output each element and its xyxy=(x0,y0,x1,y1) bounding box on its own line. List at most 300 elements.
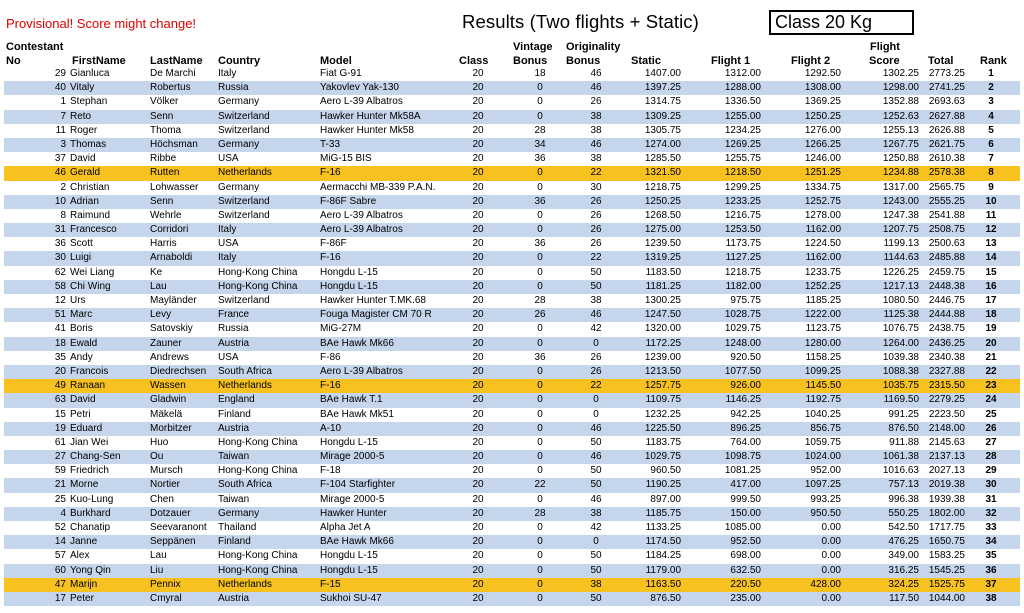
cell-vintage: 34 xyxy=(534,138,546,150)
table-row xyxy=(4,237,1020,251)
cell-static: 1109.75 xyxy=(645,394,681,406)
cell-total: 2565.75 xyxy=(928,181,965,193)
cell-total: 2773.25 xyxy=(928,68,965,79)
cell-last: Senn xyxy=(150,110,174,122)
cell-orig: 46 xyxy=(590,82,602,94)
header-vintage: Vintage xyxy=(513,41,553,53)
cell-rank: 27 xyxy=(985,436,997,448)
cell-first: David xyxy=(70,153,96,165)
cell-first: Chang-Sen xyxy=(70,451,121,463)
table-row xyxy=(4,195,1020,209)
cell-flight1: 952.50 xyxy=(730,536,761,548)
cell-no: 58 xyxy=(54,280,66,292)
cell-model: F-15 xyxy=(320,578,341,590)
cell-no: 27 xyxy=(54,451,66,463)
cell-no: 61 xyxy=(54,436,66,448)
cell-last: Höchsman xyxy=(150,138,198,150)
cell-orig: 50 xyxy=(590,592,602,604)
cell-static: 1029.75 xyxy=(644,451,681,463)
cell-class: 20 xyxy=(472,365,484,377)
cell-flight2: 1162.00 xyxy=(805,252,841,264)
cell-fscore: 1199.13 xyxy=(883,238,919,250)
cell-country: Taiwan xyxy=(218,451,250,463)
cell-flight2: 1233.75 xyxy=(804,266,841,278)
cell-flight2: 0.00 xyxy=(821,522,841,533)
cell-model: Mirage 2000-5 xyxy=(320,493,385,505)
cell-country: Russia xyxy=(218,82,249,94)
cell-class: 20 xyxy=(472,280,484,292)
cell-fscore: 1125.38 xyxy=(883,309,919,321)
cell-last: Cmyral xyxy=(150,592,182,604)
cell-first: Janne xyxy=(70,536,98,548)
cell-flight1: 1127.25 xyxy=(725,252,761,264)
cell-vintage: 26 xyxy=(534,309,546,321)
cell-no: 11 xyxy=(55,124,66,136)
cell-orig: 26 xyxy=(590,351,602,363)
cell-no: 4 xyxy=(60,507,66,519)
cell-static: 1239.00 xyxy=(644,351,681,363)
cell-fscore: 324.25 xyxy=(888,578,919,590)
cell-country: Austria xyxy=(218,422,250,434)
cell-orig: 0 xyxy=(593,408,599,420)
cell-model: Hongdu L-15 xyxy=(320,280,378,292)
cell-flight2: 1369.25 xyxy=(804,96,841,108)
cell-orig: 50 xyxy=(590,436,602,448)
cell-last: Diedrechsen xyxy=(150,365,207,377)
cell-flight1: 1182.00 xyxy=(725,280,761,292)
cell-flight1: 417.00 xyxy=(730,479,761,491)
cell-total: 2555.25 xyxy=(928,195,965,207)
cell-flight1: 1248.00 xyxy=(724,337,761,349)
cell-flight1: 1234.25 xyxy=(724,124,761,136)
cell-static: 876.50 xyxy=(650,592,681,604)
cell-fscore: 1317.00 xyxy=(882,181,919,193)
cell-no: 52 xyxy=(54,522,66,533)
cell-total: 1583.25 xyxy=(928,550,965,562)
cell-model: Hawker Hunter Mk58 xyxy=(320,124,414,136)
cell-orig: 22 xyxy=(590,380,602,392)
cell-fscore: 349.00 xyxy=(888,550,919,562)
cell-vintage: 0 xyxy=(537,380,543,392)
cell-last: Wassen xyxy=(150,380,186,392)
cell-class: 20 xyxy=(472,295,484,306)
cell-first: Friedrich xyxy=(70,465,109,477)
table-row xyxy=(4,365,1020,379)
cell-rank: 12 xyxy=(985,224,997,236)
cell-no: 20 xyxy=(54,365,66,377)
table-row xyxy=(4,351,1020,365)
cell-no: 37 xyxy=(54,153,66,165)
cell-no: 51 xyxy=(54,309,66,321)
cell-country: Russia xyxy=(218,323,249,335)
table-row xyxy=(4,280,1020,294)
cell-flight1: 1146.25 xyxy=(725,394,761,406)
header-static: Static xyxy=(631,55,661,67)
cell-model: MiG-27M xyxy=(320,323,362,335)
cell-vintage: 0 xyxy=(537,465,543,477)
provisional-warning: Provisional! Score might change! xyxy=(6,16,197,31)
cell-static: 1274.00 xyxy=(644,138,681,150)
cell-first: Raimund xyxy=(70,209,111,221)
table-row xyxy=(4,251,1020,265)
header-firstname: FirstName xyxy=(72,55,126,67)
cell-total: 1939.38 xyxy=(928,493,965,505)
cell-fscore: 1267.75 xyxy=(882,138,919,150)
cell-class: 20 xyxy=(472,224,484,236)
cell-country: Hong-Kong China xyxy=(218,550,298,562)
cell-model: Sukhoi SU-47 xyxy=(320,592,382,604)
cell-class: 20 xyxy=(472,96,484,108)
cell-rank: 38 xyxy=(985,592,997,604)
cell-rank: 16 xyxy=(985,280,997,292)
cell-model: F-104 Starfighter xyxy=(320,479,396,491)
cell-fscore: 476.25 xyxy=(888,536,919,548)
cell-orig: 22 xyxy=(590,167,602,179)
cell-vintage: 0 xyxy=(537,451,543,463)
cell-class: 20 xyxy=(472,82,484,94)
cell-country: Netherlands xyxy=(218,578,272,590)
table-row xyxy=(4,110,1020,124)
cell-vintage: 18 xyxy=(534,68,546,79)
cell-total: 2485.88 xyxy=(928,252,965,264)
cell-static: 1239.50 xyxy=(644,238,681,250)
page-title: Results (Two flights + Static) xyxy=(462,11,699,32)
cell-model: Yakovlev Yak-130 xyxy=(320,82,399,94)
cell-flight1: 1253.50 xyxy=(724,224,761,236)
cell-orig: 38 xyxy=(590,153,602,165)
table-row xyxy=(4,152,1020,166)
cell-last: Harris xyxy=(150,238,177,250)
cell-flight2: 1266.25 xyxy=(804,138,841,150)
cell-total: 2541.88 xyxy=(928,209,965,221)
cell-static: 1174.50 xyxy=(645,536,681,548)
cell-no: 63 xyxy=(54,394,66,406)
cell-model: F-16 xyxy=(320,252,341,264)
cell-fscore: 1250.88 xyxy=(882,153,919,165)
cell-no: 41 xyxy=(54,323,66,335)
cell-last: De Marchi xyxy=(150,68,196,79)
cell-orig: 42 xyxy=(590,323,602,335)
cell-orig: 26 xyxy=(590,238,602,250)
cell-flight1: 1233.25 xyxy=(724,195,761,207)
cell-flight1: 1081.25 xyxy=(724,465,761,477)
cell-country: Netherlands xyxy=(218,167,272,179)
header-country: Country xyxy=(218,55,261,67)
cell-model: Aero L-39 Albatros xyxy=(320,365,403,377)
cell-orig: 42 xyxy=(590,522,602,533)
cell-vintage: 22 xyxy=(534,479,546,491)
cell-static: 1314.75 xyxy=(644,96,681,108)
cell-fscore: 1252.63 xyxy=(882,110,919,122)
cell-orig: 50 xyxy=(590,564,602,576)
cell-static: 1321.50 xyxy=(644,167,681,179)
cell-vintage: 36 xyxy=(534,351,546,363)
cell-fscore: 1080.50 xyxy=(882,295,919,306)
cell-rank: 37 xyxy=(985,578,997,590)
cell-class: 20 xyxy=(472,394,484,406)
cell-last: Seevaranont xyxy=(150,522,207,533)
cell-fscore: 911.88 xyxy=(889,436,919,448)
cell-country: USA xyxy=(218,238,239,250)
cell-first: Yong Qin xyxy=(70,564,111,576)
cell-model: Hongdu L-15 xyxy=(320,550,378,562)
cell-flight2: 1222.00 xyxy=(804,309,841,321)
cell-country: Switzerland xyxy=(218,295,270,306)
table-row xyxy=(4,393,1020,407)
cell-fscore: 550.25 xyxy=(888,507,919,519)
cell-first: Luigi xyxy=(70,252,92,264)
header-class: Class xyxy=(459,55,489,67)
cell-rank: 35 xyxy=(985,550,997,562)
cell-first: Boris xyxy=(70,323,93,335)
cell-flight2: 856.75 xyxy=(810,422,841,434)
cell-flight1: 1312.00 xyxy=(724,68,761,79)
cell-no: 2 xyxy=(60,181,66,193)
cell-rank: 26 xyxy=(985,422,997,434)
cell-flight1: 1218.75 xyxy=(724,266,761,278)
cell-country: Austria xyxy=(218,592,250,604)
cell-vintage: 0 xyxy=(537,209,543,221)
cell-model: MiG-15 BIS xyxy=(320,153,372,165)
cell-flight2: 1185.25 xyxy=(805,295,841,306)
cell-first: Jian Wei xyxy=(70,436,109,448)
cell-flight2: 1192.75 xyxy=(805,394,841,406)
cell-rank: 8 xyxy=(988,167,994,179)
table-row xyxy=(4,592,1020,606)
header-contestant: Contestant xyxy=(6,41,64,53)
cell-country: Switzerland xyxy=(218,124,270,136)
cell-vintage: 0 xyxy=(537,422,543,434)
cell-class: 20 xyxy=(472,479,484,491)
cell-fscore: 117.50 xyxy=(889,592,919,604)
cell-static: 1183.50 xyxy=(645,266,681,278)
cell-no: 62 xyxy=(54,266,66,278)
cell-class: 20 xyxy=(472,266,484,278)
cell-country: England xyxy=(218,394,255,406)
table-row xyxy=(4,166,1020,180)
cell-flight2: 950.50 xyxy=(810,507,841,519)
cell-country: Italy xyxy=(218,68,237,79)
cell-first: Urs xyxy=(70,295,86,306)
cell-flight2: 1099.25 xyxy=(804,365,841,377)
table-row xyxy=(4,521,1020,535)
cell-total: 1717.75 xyxy=(928,522,965,533)
cell-rank: 28 xyxy=(985,451,997,463)
cell-class: 20 xyxy=(472,408,484,420)
cell-flight2: 1024.00 xyxy=(804,451,841,463)
cell-first: Adrian xyxy=(70,195,99,207)
cell-static: 1320.00 xyxy=(644,323,681,335)
cell-total: 2741.25 xyxy=(928,82,965,94)
cell-no: 18 xyxy=(54,337,66,349)
cell-last: Thoma xyxy=(150,124,182,136)
cell-no: 57 xyxy=(54,550,66,562)
cell-vintage: 0 xyxy=(537,167,543,179)
cell-fscore: 542.50 xyxy=(888,522,919,533)
cell-flight2: 0.00 xyxy=(821,564,841,576)
cell-class: 20 xyxy=(472,550,484,562)
cell-country: Finland xyxy=(218,408,251,420)
cell-first: Eduard xyxy=(70,422,103,434)
header-vintage-bonus: Bonus xyxy=(513,55,548,67)
cell-orig: 26 xyxy=(590,96,602,108)
cell-fscore: 876.50 xyxy=(888,422,919,434)
cell-class: 20 xyxy=(472,536,484,548)
cell-total: 2626.88 xyxy=(928,124,965,136)
cell-total: 2315.50 xyxy=(928,380,965,392)
cell-static: 1225.50 xyxy=(644,422,681,434)
cell-first: Reto xyxy=(70,110,92,122)
cell-rank: 29 xyxy=(985,465,997,477)
cell-flight2: 1280.00 xyxy=(804,337,841,349)
cell-rank: 19 xyxy=(985,323,997,335)
cell-total: 1545.25 xyxy=(928,564,965,576)
cell-model: F-16 xyxy=(320,380,341,392)
class-label: Class 20 Kg xyxy=(769,10,914,35)
cell-vintage: 0 xyxy=(537,181,543,193)
cell-vintage: 36 xyxy=(534,153,546,165)
cell-flight2: 1145.50 xyxy=(805,380,841,392)
cell-static: 1232.25 xyxy=(644,408,681,420)
cell-vintage: 0 xyxy=(537,365,543,377)
table-row xyxy=(4,464,1020,478)
cell-country: Switzerland xyxy=(218,110,270,122)
cell-no: 25 xyxy=(54,493,66,505)
cell-rank: 31 xyxy=(985,493,997,505)
cell-last: Gladwin xyxy=(150,394,187,406)
cell-last: Huo xyxy=(150,436,169,448)
cell-orig: 46 xyxy=(590,493,602,505)
cell-country: Switzerland xyxy=(218,209,270,221)
cell-vintage: 0 xyxy=(537,394,543,406)
cell-class: 20 xyxy=(472,451,484,463)
cell-no: 21 xyxy=(54,479,66,491)
cell-no: 15 xyxy=(54,408,66,420)
cell-total: 2610.38 xyxy=(928,153,965,165)
cell-rank: 9 xyxy=(988,181,994,193)
cell-total: 2500.63 xyxy=(928,238,965,250)
cell-flight1: 764.00 xyxy=(730,436,761,448)
cell-country: Hong-Kong China xyxy=(218,280,298,292)
cell-flight2: 1040.25 xyxy=(804,408,841,420)
cell-static: 1184.25 xyxy=(645,550,681,562)
cell-orig: 26 xyxy=(590,195,602,207)
cell-fscore: 1039.38 xyxy=(882,351,919,363)
cell-flight1: 1255.00 xyxy=(724,110,761,122)
cell-flight1: 1028.75 xyxy=(724,309,761,321)
cell-rank: 6 xyxy=(988,138,994,150)
cell-total: 2621.75 xyxy=(928,138,965,150)
cell-class: 20 xyxy=(472,436,484,448)
cell-fscore: 1035.75 xyxy=(882,380,919,392)
cell-fscore: 1076.75 xyxy=(882,323,919,335)
cell-rank: 25 xyxy=(985,408,997,420)
cell-orig: 46 xyxy=(590,309,602,321)
cell-class: 20 xyxy=(472,68,484,79)
cell-last: Arnaboldi xyxy=(150,252,193,264)
cell-rank: 2 xyxy=(988,82,994,94)
cell-country: Hong-Kong China xyxy=(218,436,298,448)
cell-fscore: 1234.88 xyxy=(882,167,919,179)
cell-total: 1802.00 xyxy=(928,507,965,519)
cell-orig: 26 xyxy=(590,209,602,221)
cell-rank: 17 xyxy=(985,295,997,306)
cell-model: Hawker Hunter xyxy=(320,507,387,519)
cell-rank: 4 xyxy=(988,110,994,122)
cell-no: 17 xyxy=(54,592,66,604)
cell-last: Völker xyxy=(150,96,179,108)
cell-vintage: 28 xyxy=(534,507,546,519)
cell-no: 10 xyxy=(54,195,66,207)
cell-no: 12 xyxy=(54,295,66,306)
cell-first: Burkhard xyxy=(70,507,111,519)
cell-static: 897.00 xyxy=(650,493,681,505)
cell-class: 20 xyxy=(472,493,484,505)
cell-first: Morne xyxy=(70,479,99,491)
cell-vintage: 36 xyxy=(534,195,546,207)
cell-total: 2448.38 xyxy=(928,280,965,292)
cell-total: 2627.88 xyxy=(928,110,965,122)
cell-vintage: 36 xyxy=(534,238,546,250)
table-row xyxy=(4,436,1020,450)
cell-last: Ribbe xyxy=(150,153,177,165)
cell-model: Hongdu L-15 xyxy=(320,266,378,278)
cell-fscore: 1016.63 xyxy=(882,465,919,477)
cell-rank: 30 xyxy=(985,479,997,491)
cell-first: Ewald xyxy=(70,337,98,349)
cell-last: Mayländer xyxy=(150,295,197,306)
cell-class: 20 xyxy=(472,351,484,363)
cell-class: 20 xyxy=(472,592,484,604)
cell-static: 1300.25 xyxy=(644,295,681,306)
cell-static: 1247.50 xyxy=(644,309,681,321)
cell-flight1: 1077.50 xyxy=(724,365,761,377)
cell-last: Liu xyxy=(150,564,164,576)
cell-country: Austria xyxy=(218,337,250,349)
cell-rank: 5 xyxy=(988,124,994,136)
cell-vintage: 0 xyxy=(537,536,543,548)
header-originality: Originality xyxy=(566,41,621,53)
cell-first: Roger xyxy=(70,124,98,136)
cell-class: 20 xyxy=(472,380,484,392)
cell-flight2: 0.00 xyxy=(821,592,841,604)
cell-flight2: 1334.75 xyxy=(804,181,841,193)
cell-last: Morbitzer xyxy=(150,422,192,434)
cell-last: Ke xyxy=(150,266,163,278)
cell-flight1: 1098.75 xyxy=(724,451,761,463)
cell-fscore: 991.25 xyxy=(888,408,919,420)
cell-total: 2436.25 xyxy=(928,337,965,349)
cell-model: Hongdu L-15 xyxy=(320,564,378,576)
cell-fscore: 1061.38 xyxy=(882,451,919,463)
header-model: Model xyxy=(320,55,352,67)
cell-flight1: 698.00 xyxy=(730,550,761,562)
table-row xyxy=(4,124,1020,138)
cell-orig: 50 xyxy=(590,266,602,278)
cell-model: F-18 xyxy=(320,465,341,477)
cell-orig: 50 xyxy=(590,465,602,477)
cell-last: Lau xyxy=(150,280,167,292)
table-row xyxy=(4,422,1020,436)
cell-no: 7 xyxy=(60,110,66,122)
cell-country: South Africa xyxy=(218,479,272,491)
cell-model: BAe Hawk Mk66 xyxy=(320,536,394,548)
cell-model: Hongdu L-15 xyxy=(320,436,378,448)
cell-model: F-86F xyxy=(320,238,347,250)
header-flight2: Flight 2 xyxy=(791,55,831,67)
cell-last: Senn xyxy=(150,195,174,207)
cell-country: Taiwan xyxy=(218,493,250,505)
